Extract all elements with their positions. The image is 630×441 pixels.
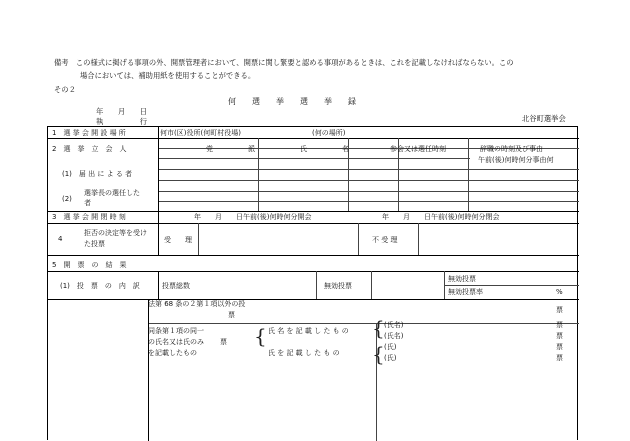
- date-line-2: 執 行: [96, 117, 148, 126]
- document-title: 何 選 挙 選 挙 録: [228, 97, 356, 106]
- row4-label-a: 拒否の決定等を受け: [84, 229, 147, 237]
- row3-open: 年 月 日午前(後)何時何分開会: [194, 213, 312, 221]
- row2-sub2-b: 者: [84, 199, 91, 207]
- invalid-votes: 無効投票: [448, 275, 476, 283]
- row1-venue-place: (何の場所): [312, 129, 346, 137]
- note-line-2: 場合においては、補助用紙を使用することができる。: [80, 71, 256, 80]
- surname-row: 氏 を 記 載 し た も の: [268, 349, 340, 357]
- row2-sub2-a: 選挙長の選任した: [84, 189, 140, 197]
- same-name-b: の氏名又は氏のみ: [148, 338, 204, 346]
- note-line-1: 備考 この様式に掲げる事項の外、開票管理者において、開票に関し緊要と認める事項があるときは、これを記載しなければならない。この: [54, 58, 514, 67]
- same-name-ballot: 票: [220, 338, 227, 346]
- brace-fullname: {: [372, 316, 385, 340]
- unit-2: 票: [556, 332, 563, 340]
- row1-venue: 何市(区)役所(何町村役場): [160, 129, 241, 137]
- fullname-row: 氏 名 を 記 載 し た も の: [268, 327, 349, 335]
- art-68-b: 票: [228, 311, 235, 319]
- row3-close: 年 月 日午前(後)何時何分閉会: [382, 213, 500, 221]
- row2-sub1: (1) 届 出 に よ る 者: [62, 170, 133, 178]
- entry-surname-2: (氏): [384, 354, 397, 362]
- invalid-rate: 無効投票率: [448, 288, 483, 296]
- resign-time: 午前(後)何時何分事由何: [478, 156, 554, 164]
- brace-surname: {: [372, 342, 385, 366]
- brace-left: {: [254, 324, 267, 348]
- row5-label: 5 開 票 の 結 果: [52, 261, 127, 269]
- entry-fullname-2: (氏名): [384, 332, 404, 340]
- row3-label: 3 選 挙 会 開 閉 時 刻: [52, 213, 126, 221]
- art-68-ballot: 票: [556, 306, 563, 314]
- date-line-1: 年 月 日: [96, 107, 148, 116]
- election-commission: 北谷町選挙会: [522, 114, 566, 123]
- entry-surname-1: (氏): [384, 343, 397, 351]
- row1-label: 1 選 挙 会 開 設 場 所: [52, 129, 126, 137]
- art-68-a: 法第 68 条の２第１項以外の投: [148, 300, 246, 308]
- percent-sign: %: [556, 288, 563, 296]
- same-name-a: 同条第１項の同一: [148, 327, 204, 335]
- col-name: 氏 名: [300, 145, 349, 153]
- note-line-3: その２: [54, 85, 76, 94]
- row4-reject: 不 受 理: [372, 236, 398, 244]
- row2-label: 2 選 挙 立 会 人: [52, 145, 127, 153]
- same-name-c: を記載したもの: [148, 349, 197, 357]
- entry-fullname-1: (氏名): [384, 321, 404, 329]
- unit-4: 票: [556, 354, 563, 362]
- col-attend-time: 参会又は選任時刻: [390, 145, 446, 153]
- row2-sub2-num: (2): [62, 195, 72, 203]
- row5-1-label: (1) 投 票 の 内 訳: [60, 282, 140, 290]
- invalid-votes-cell: 無効投票: [324, 282, 352, 290]
- total-votes: 投票総数: [162, 282, 190, 290]
- col-resign: 辞職の時刻及び事由: [480, 145, 543, 153]
- unit-1: 票: [556, 321, 563, 329]
- row4-label-b: た投票: [84, 240, 105, 248]
- row4-accept: 受 理: [164, 236, 192, 244]
- row4-num: 4: [58, 235, 63, 243]
- unit-3: 票: [556, 343, 563, 351]
- col-party: 党 派: [206, 145, 255, 153]
